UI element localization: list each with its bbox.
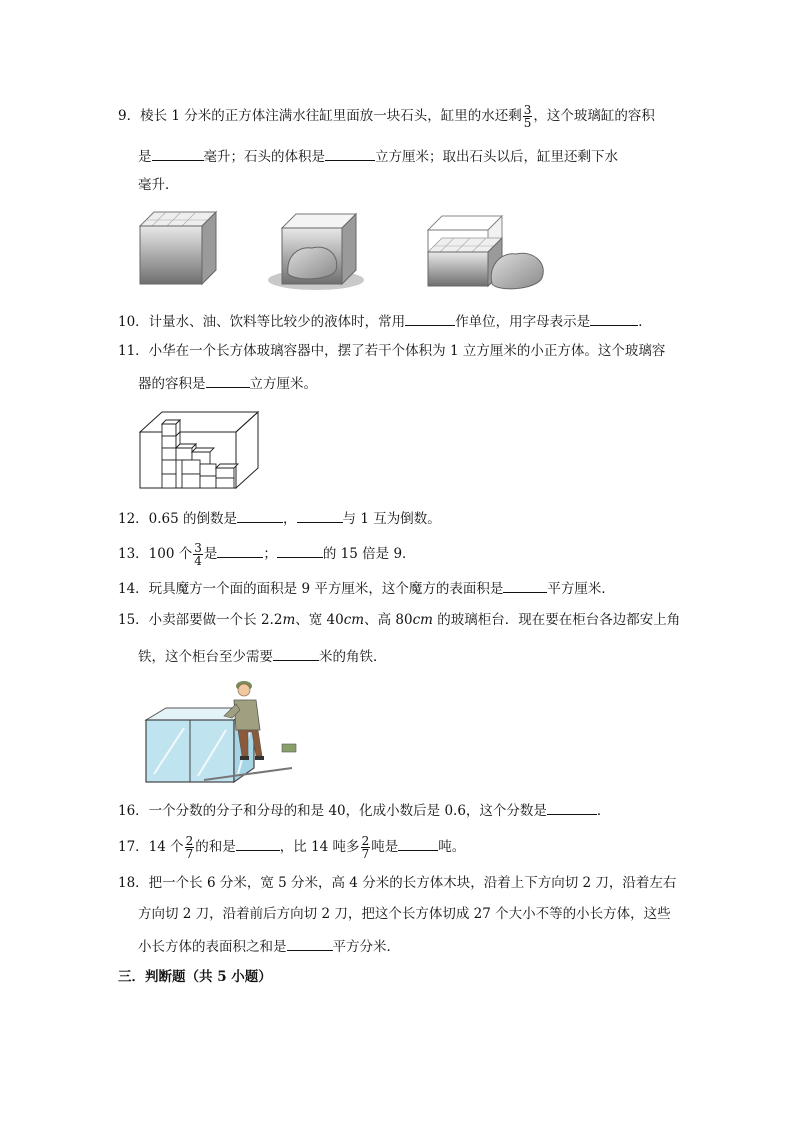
q15-text: 米的角铁． — [319, 649, 387, 665]
q12-text: 与 1 互为倒数。 — [342, 511, 441, 527]
fraction-denominator: 7 — [361, 847, 370, 861]
fraction-denominator: 4 — [194, 554, 202, 568]
fraction-numerator: 3 — [523, 103, 532, 117]
answer-blank[interactable] — [398, 836, 438, 851]
q9-line3 — [138, 176, 179, 194]
answer-blank[interactable] — [277, 543, 323, 558]
answer-blank[interactable] — [152, 146, 204, 161]
water-cube-with-stone — [268, 214, 364, 290]
q9-text: 毫升． — [138, 177, 179, 193]
q18-line3 — [138, 936, 400, 956]
q17-text: 17．14 个 — [118, 839, 184, 855]
q13-line — [118, 542, 416, 567]
unit-text: cm — [412, 612, 433, 628]
answer-blank[interactable] — [206, 373, 250, 388]
q18-text: 平方分米． — [332, 939, 400, 955]
q17-text: 吨。 — [438, 839, 466, 855]
small-cubes — [162, 420, 238, 488]
q11-text: 立方厘米。 — [249, 376, 317, 392]
q10-line — [118, 311, 652, 331]
unit-text: cm — [343, 612, 365, 628]
answer-blank[interactable] — [325, 146, 375, 161]
q18-text: 18．把一个长 6 分米，宽 5 分米，高 4 分米的长方体木块，沿着上下方向切 2 刀，沿着左右 — [118, 875, 677, 891]
fraction-denominator: 5 — [523, 116, 532, 130]
q11-text: 器的容积是 — [138, 376, 206, 392]
q14-text: 14．玩具魔方一个面的面积是 9 平方厘米，这个魔方的表面积是 — [118, 581, 504, 597]
answer-blank[interactable] — [547, 800, 597, 815]
q15-text: 、高 80 — [364, 612, 413, 628]
q17-line — [118, 835, 465, 860]
q16-line — [118, 800, 610, 820]
q14-line — [118, 578, 615, 598]
q12-text: 12．0.65 的倒数是 — [118, 511, 238, 527]
section-title: 三．判断题（共 5 小题） — [118, 969, 272, 985]
answer-blank[interactable] — [237, 508, 283, 523]
q10-text: 作单位，用字母表示是 — [455, 314, 591, 330]
q15-line1 — [118, 611, 680, 629]
fraction-numerator: 2 — [361, 834, 370, 848]
q13-text: 的 15 倍是 9． — [322, 546, 416, 562]
q13-text: 13．100 个 — [118, 546, 193, 562]
fraction — [523, 104, 533, 129]
q15-text: 、宽 40 — [295, 612, 344, 628]
fraction — [193, 542, 203, 567]
q10-text: 10．计量水、油、饮料等比较少的液体时，常用 — [118, 314, 406, 330]
q9-text: 毫升；石头的体积是 — [203, 149, 325, 165]
q16-text: 16．一个分数的分子和分母的和是 40，化成小数后是 0.6，这个分数是 — [118, 803, 547, 819]
full-water-cube — [140, 212, 216, 284]
answer-blank[interactable] — [297, 508, 343, 523]
cube-stone-removed — [428, 216, 543, 289]
q10-text: ． — [638, 314, 652, 330]
q18-line1 — [118, 874, 676, 892]
q18-text: 小长方体的表面积之和是 — [138, 939, 287, 955]
q15-text: 的玻璃柜台．现在要在柜台各边都安上角 — [432, 612, 681, 628]
answer-blank[interactable] — [405, 311, 455, 326]
q18-line2 — [138, 905, 671, 923]
fraction-numerator: 3 — [194, 541, 202, 555]
q9-line2 — [138, 146, 618, 166]
q15-text: 铁，这个柜台至少需要 — [138, 649, 273, 665]
q17-text: 的和是 — [195, 839, 236, 855]
answer-blank[interactable] — [217, 543, 263, 558]
q9-text: 是 — [138, 149, 152, 165]
q11-text: 11．小华在一个长方体玻璃容器中，摆了若干个体积为 1 立方厘米的小正方体。这个玻璃容 — [118, 343, 666, 359]
q12-line — [118, 508, 441, 528]
q15-text: 15．小卖部要做一个长 2.2 — [118, 612, 283, 628]
q13-text: 是 — [203, 546, 218, 562]
q18-text: 方向切 2 刀，沿着前后方向切 2 刀，把这个长方体切成 27 个大小不等的小长方体，这些 — [138, 906, 671, 922]
q9-figure — [136, 208, 556, 298]
q14-text: 平方厘米． — [547, 581, 615, 597]
q13-text: ； — [263, 546, 277, 562]
q9-text: 9．棱长 1 分米的正方体注满水往缸里面放一块石头，缸里的水还剩 — [118, 108, 522, 124]
answer-blank[interactable] — [590, 311, 638, 326]
q11-line1 — [118, 342, 665, 360]
fraction — [361, 835, 371, 860]
fraction-numerator: 2 — [185, 834, 194, 848]
answer-blank[interactable] — [503, 578, 547, 593]
section-heading — [118, 968, 272, 986]
q11-line2 — [138, 373, 317, 393]
q9-text: ，这个玻璃缸的容积 — [533, 108, 655, 124]
answer-blank[interactable] — [273, 646, 319, 661]
q17-text: 吨是 — [371, 839, 399, 855]
answer-blank[interactable] — [287, 936, 333, 951]
fraction-denominator: 7 — [185, 847, 194, 861]
q17-text: ，比 14 吨多 — [279, 839, 360, 855]
unit-text: m — [282, 612, 296, 628]
q15-figure — [144, 670, 304, 786]
q11-figure — [138, 408, 262, 492]
q9-text: 立方厘米；取出石头以后，缸里还剩下水 — [375, 149, 618, 165]
q16-text: ． — [596, 803, 611, 819]
fraction — [185, 835, 195, 860]
q12-text: ， — [283, 511, 297, 527]
q9-line1 — [118, 104, 655, 129]
q15-line2 — [138, 646, 387, 666]
answer-blank[interactable] — [236, 836, 280, 851]
